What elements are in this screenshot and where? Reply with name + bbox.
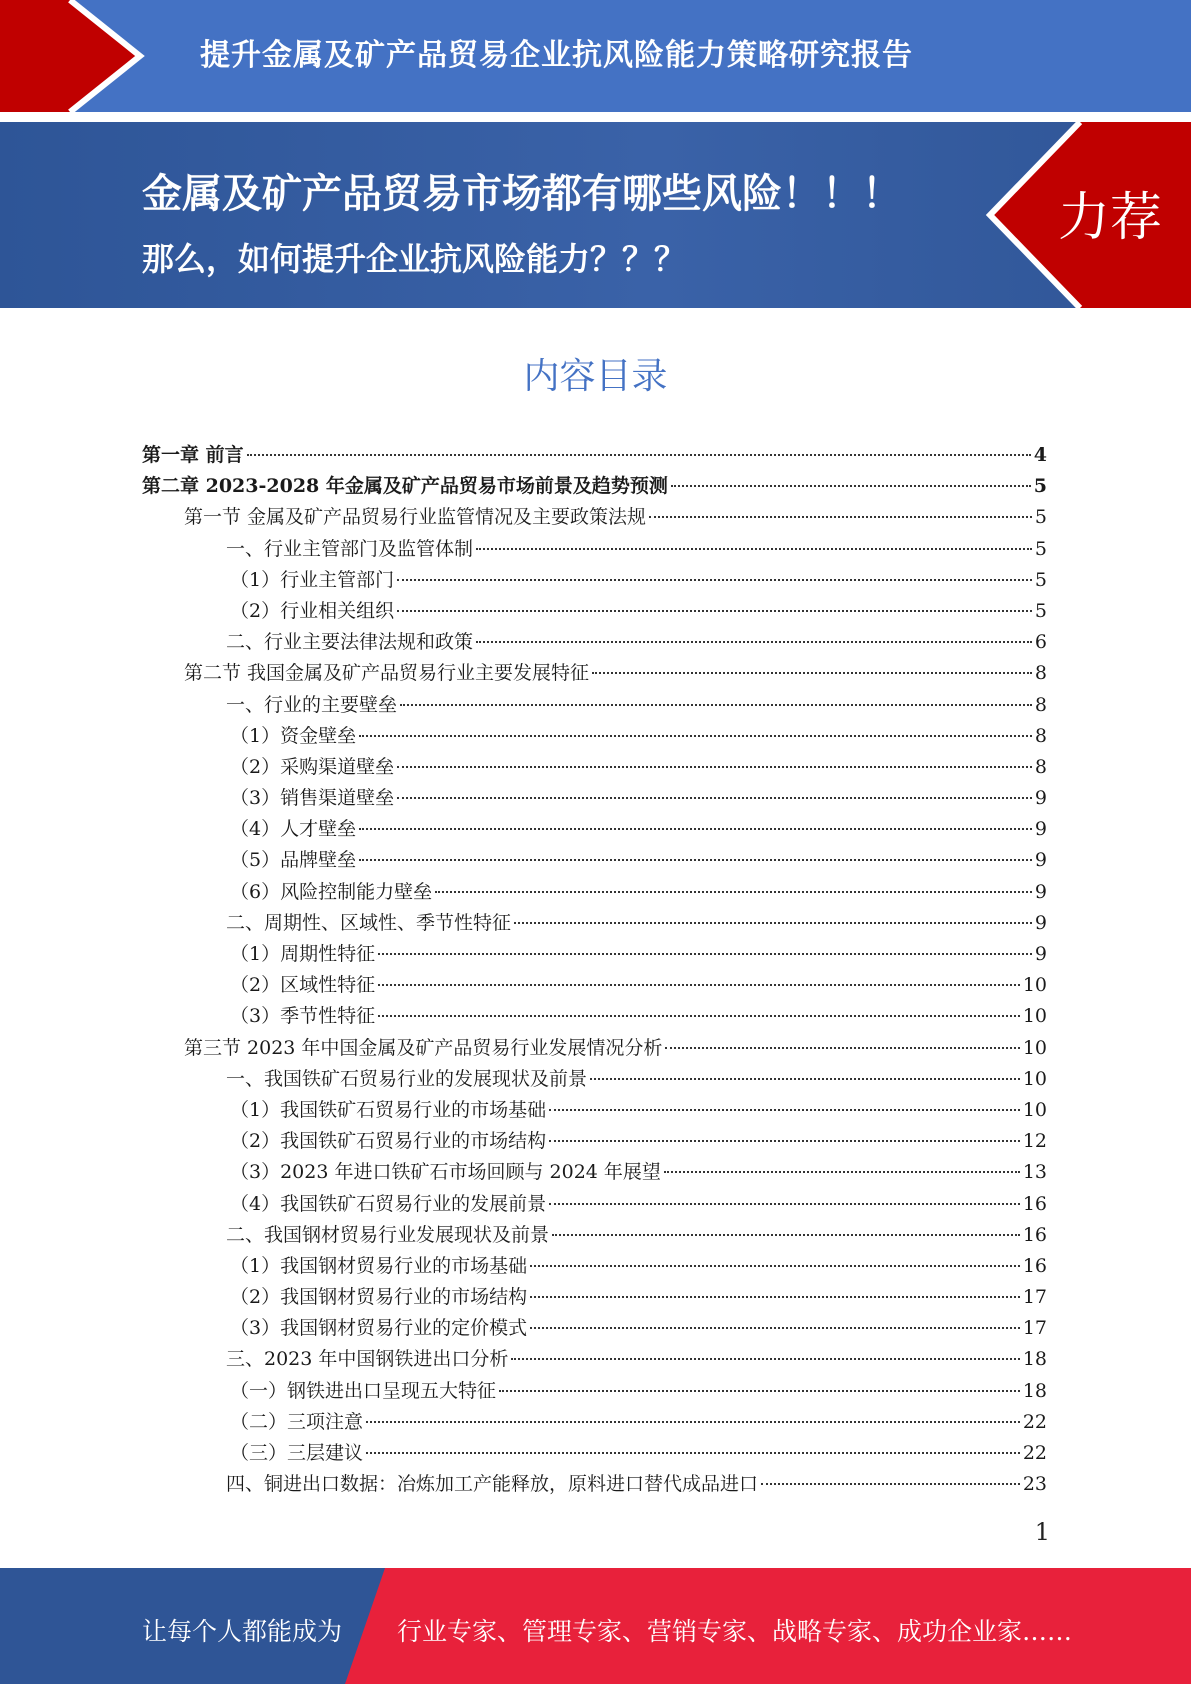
toc-leader bbox=[552, 1234, 1020, 1236]
toc-entry-page: 18 bbox=[1022, 1379, 1047, 1402]
toc-entry[interactable] bbox=[142, 1126, 1047, 1157]
toc-entry-page: 22 bbox=[1022, 1442, 1047, 1464]
toc-entry-label: （1）周期性特征 bbox=[230, 943, 376, 965]
toc-entry-page: 4 bbox=[1033, 444, 1047, 466]
toc-entry-page: 16 bbox=[1022, 1254, 1047, 1277]
toc-leader bbox=[590, 1078, 1020, 1080]
toc-entry-page: 5 bbox=[1034, 506, 1047, 529]
toc-entry-label: （一）钢铁进出口呈现五大特征 bbox=[230, 1379, 497, 1402]
toc-leader bbox=[592, 672, 1032, 674]
toc-entry[interactable] bbox=[142, 783, 1047, 814]
toc-entry-label: 一、我国铁矿石贸易行业的发展现状及前景 bbox=[226, 1067, 588, 1090]
toc-entry-page: 23 bbox=[1022, 1473, 1047, 1496]
toc-entry-page: 10 bbox=[1022, 1005, 1047, 1028]
toc-entry[interactable] bbox=[142, 1157, 1047, 1188]
toc-entry-label: （1）行业主管部门 bbox=[230, 568, 395, 591]
toc-entry-page: 10 bbox=[1022, 1098, 1047, 1121]
toc-entry-label: （二）三项注意 bbox=[230, 1410, 364, 1433]
toc-leader bbox=[761, 1483, 1020, 1485]
toc-leader bbox=[397, 797, 1032, 799]
toc-leader bbox=[530, 1265, 1020, 1267]
toc-entry-page: 10 bbox=[1022, 1036, 1047, 1059]
toc-leader bbox=[511, 1358, 1019, 1360]
toc-leader bbox=[359, 828, 1032, 830]
toc-leader bbox=[435, 891, 1032, 893]
toc-leader bbox=[378, 1015, 1020, 1017]
toc-entry-page: 5 bbox=[1034, 568, 1047, 591]
toc-entry[interactable] bbox=[142, 502, 1047, 533]
toc-entry-page: 12 bbox=[1022, 1130, 1047, 1153]
toc-entry-label: （2）我国钢材贸易行业的市场结构 bbox=[230, 1286, 528, 1309]
toc-leader bbox=[514, 922, 1032, 924]
toc-entry[interactable] bbox=[142, 534, 1047, 565]
toc-entry-page: 9 bbox=[1034, 880, 1047, 903]
toc-leader bbox=[366, 1452, 1020, 1454]
toc-entry-label: （3）季节性特征 bbox=[230, 1005, 376, 1028]
report-title: 提升金属及矿产品贸易企业抗风险能力策略研究报告 bbox=[200, 38, 913, 73]
toc-entry-label: 二、周期性、区域性、季节性特征 bbox=[226, 911, 512, 934]
top-banner bbox=[0, 0, 1191, 112]
toc-entry-page: 16 bbox=[1022, 1192, 1047, 1215]
toc-entry-label: 第一章 前言 bbox=[142, 444, 244, 466]
toc-entry[interactable] bbox=[142, 814, 1047, 845]
toc-leader bbox=[378, 984, 1020, 986]
toc-entry-label: 二、我国钢材贸易行业发展现状及前景 bbox=[226, 1223, 550, 1246]
toc-entry[interactable] bbox=[142, 1189, 1047, 1220]
toc-leader bbox=[397, 610, 1032, 612]
toc-entry-label: 二、行业主要法律法规和政策 bbox=[226, 631, 474, 654]
banner-divider bbox=[0, 112, 1191, 122]
toc-entry-page: 5 bbox=[1033, 475, 1047, 498]
toc-entry[interactable] bbox=[142, 908, 1047, 939]
toc-entry-page: 13 bbox=[1022, 1161, 1047, 1184]
toc-leader bbox=[397, 766, 1032, 768]
footer-banner bbox=[0, 1568, 1191, 1684]
toc-leader bbox=[378, 953, 1032, 955]
toc-entry[interactable] bbox=[142, 658, 1047, 689]
toc-entry-label: 第二节 我国金属及矿产品贸易行业主要发展特征 bbox=[184, 662, 590, 685]
toc-entry-label: 第三节 2023 年中国金属及矿产品贸易行业发展情况分析 bbox=[184, 1036, 663, 1059]
toc-entry-page: 8 bbox=[1034, 755, 1047, 778]
toc-entry-label: （1）我国钢材贸易行业的市场基础 bbox=[230, 1254, 528, 1277]
toc-leader bbox=[247, 454, 1031, 456]
toc-entry[interactable] bbox=[142, 1313, 1047, 1344]
toc-leader bbox=[530, 1296, 1020, 1298]
toc-entry[interactable] bbox=[142, 596, 1047, 627]
toc-entry-page: 17 bbox=[1022, 1317, 1047, 1340]
toc-leader bbox=[665, 1047, 1019, 1049]
page-number: 1 bbox=[1034, 1518, 1050, 1546]
toc-entry[interactable] bbox=[142, 1033, 1047, 1064]
toc-entry-page: 10 bbox=[1022, 974, 1047, 997]
toc-leader bbox=[366, 1421, 1020, 1423]
toc-entry-page: 10 bbox=[1022, 1067, 1047, 1090]
toc-leader bbox=[400, 704, 1032, 706]
toc-entry-label: （3）2023 年进口铁矿石市场回顾与 2024 年展望 bbox=[230, 1161, 661, 1184]
toc-entry[interactable] bbox=[142, 1251, 1047, 1282]
toc-entry-label: （2）区域性特征 bbox=[230, 974, 376, 997]
toc-entry-label: 四、铜进出口数据：冶炼加工产能释放，原料进口替代成品进口 bbox=[226, 1473, 759, 1496]
toc-entry-label: （4）我国铁矿石贸易行业的发展前景 bbox=[230, 1192, 547, 1215]
toc-entry-label: 一、行业主管部门及监管体制 bbox=[226, 537, 474, 560]
toc-entry[interactable] bbox=[142, 1344, 1047, 1375]
toc-entry-page: 9 bbox=[1034, 818, 1047, 841]
toc-entry[interactable] bbox=[142, 1064, 1047, 1095]
hero-banner bbox=[0, 122, 1191, 308]
toc-leader bbox=[671, 485, 1031, 487]
toc-entry-label: 三、2023 年中国钢铁进出口分析 bbox=[226, 1348, 509, 1371]
toc-entry-label: 一、行业的主要壁垒 bbox=[226, 693, 398, 716]
toc-entry[interactable] bbox=[142, 440, 1047, 471]
hero-subheadline: 那么，如何提升企业抗风险能力？？？ bbox=[142, 240, 687, 278]
toc-entry-label: 第二章 2023-2028 年金属及矿产品贸易市场前景及趋势预测 bbox=[142, 475, 668, 498]
toc-entry[interactable] bbox=[142, 627, 1047, 658]
toc-leader bbox=[664, 1171, 1020, 1173]
toc-entry-page: 16 bbox=[1022, 1223, 1047, 1246]
table-of-contents bbox=[142, 440, 1047, 1500]
toc-entry[interactable] bbox=[142, 1438, 1047, 1469]
toc-entry-label: （3）我国钢材贸易行业的定价模式 bbox=[230, 1317, 528, 1340]
toc-entry-label: （2）行业相关组织 bbox=[230, 599, 395, 622]
toc-entry[interactable] bbox=[142, 970, 1047, 1001]
toc-entry-page: 22 bbox=[1022, 1410, 1047, 1433]
toc-entry[interactable] bbox=[142, 471, 1047, 502]
toc-entry-page: 18 bbox=[1022, 1348, 1047, 1371]
toc-leader bbox=[476, 548, 1032, 550]
toc-entry-label: （2）采购渠道壁垒 bbox=[230, 755, 395, 778]
toc-entry-page: 5 bbox=[1034, 537, 1047, 560]
toc-entry-page: 9 bbox=[1034, 911, 1047, 934]
toc-entry-label: （2）我国铁矿石贸易行业的市场结构 bbox=[230, 1130, 547, 1153]
toc-leader bbox=[549, 1109, 1020, 1111]
toc-entry-label: （5）品牌壁垒 bbox=[230, 849, 357, 872]
toc-leader bbox=[359, 735, 1032, 737]
toc-entry[interactable] bbox=[142, 1376, 1047, 1407]
toc-entry[interactable] bbox=[142, 1469, 1047, 1500]
toc-entry[interactable] bbox=[142, 1095, 1047, 1126]
toc-entry[interactable] bbox=[142, 939, 1047, 970]
toc-entry-page: 6 bbox=[1034, 631, 1047, 654]
toc-entry-page: 9 bbox=[1034, 849, 1047, 872]
toc-entry[interactable] bbox=[142, 565, 1047, 596]
toc-entry-page: 8 bbox=[1034, 724, 1047, 747]
toc-entry-page: 8 bbox=[1034, 693, 1047, 716]
toc-entry[interactable] bbox=[142, 1282, 1047, 1313]
toc-entry-page: 9 bbox=[1034, 787, 1047, 810]
toc-leader bbox=[649, 516, 1032, 518]
toc-entry[interactable] bbox=[142, 752, 1047, 783]
toc-leader bbox=[397, 579, 1032, 581]
toc-entry-page: 8 bbox=[1034, 662, 1047, 685]
footer-slogan-left: 让每个人都能成为 bbox=[142, 1617, 343, 1646]
toc-leader bbox=[476, 641, 1032, 643]
toc-leader bbox=[359, 859, 1032, 861]
toc-leader bbox=[499, 1390, 1020, 1392]
toc-entry-label: （3）销售渠道壁垒 bbox=[230, 787, 395, 810]
toc-entry[interactable] bbox=[142, 690, 1047, 721]
red-arrow-decoration bbox=[0, 0, 150, 112]
toc-entry-page: 5 bbox=[1034, 599, 1047, 622]
toc-entry-page: 9 bbox=[1034, 943, 1047, 965]
toc-leader bbox=[549, 1140, 1020, 1142]
toc-entry-label: （6）风险控制能力壁垒 bbox=[230, 880, 433, 903]
toc-entry[interactable] bbox=[142, 1220, 1047, 1251]
recommend-badge: 力荐 bbox=[1058, 188, 1163, 248]
toc-entry[interactable] bbox=[142, 721, 1047, 752]
footer-slogan-right: 行业专家、管理专家、营销专家、战略专家、成功企业家…… bbox=[397, 1617, 1073, 1646]
hero-headline: 金属及矿产品贸易市场都有哪些风险！！！ bbox=[142, 171, 902, 217]
toc-entry-label: （三）三层建议 bbox=[230, 1442, 364, 1464]
toc-entry[interactable] bbox=[142, 1001, 1047, 1032]
toc-entry[interactable] bbox=[142, 877, 1047, 908]
toc-entry-label: （1）我国铁矿石贸易行业的市场基础 bbox=[230, 1098, 547, 1121]
toc-title: 内容目录 bbox=[523, 356, 668, 397]
toc-entry-label: （4）人才壁垒 bbox=[230, 818, 357, 841]
toc-entry-label: （1）资金壁垒 bbox=[230, 724, 357, 747]
toc-entry-label: 第一节 金属及矿产品贸易行业监管情况及主要政策法规 bbox=[184, 506, 647, 529]
toc-entry[interactable] bbox=[142, 1407, 1047, 1438]
toc-leader bbox=[549, 1203, 1020, 1205]
toc-entry-page: 17 bbox=[1022, 1286, 1047, 1309]
toc-entry[interactable] bbox=[142, 845, 1047, 876]
toc-leader bbox=[530, 1327, 1020, 1329]
